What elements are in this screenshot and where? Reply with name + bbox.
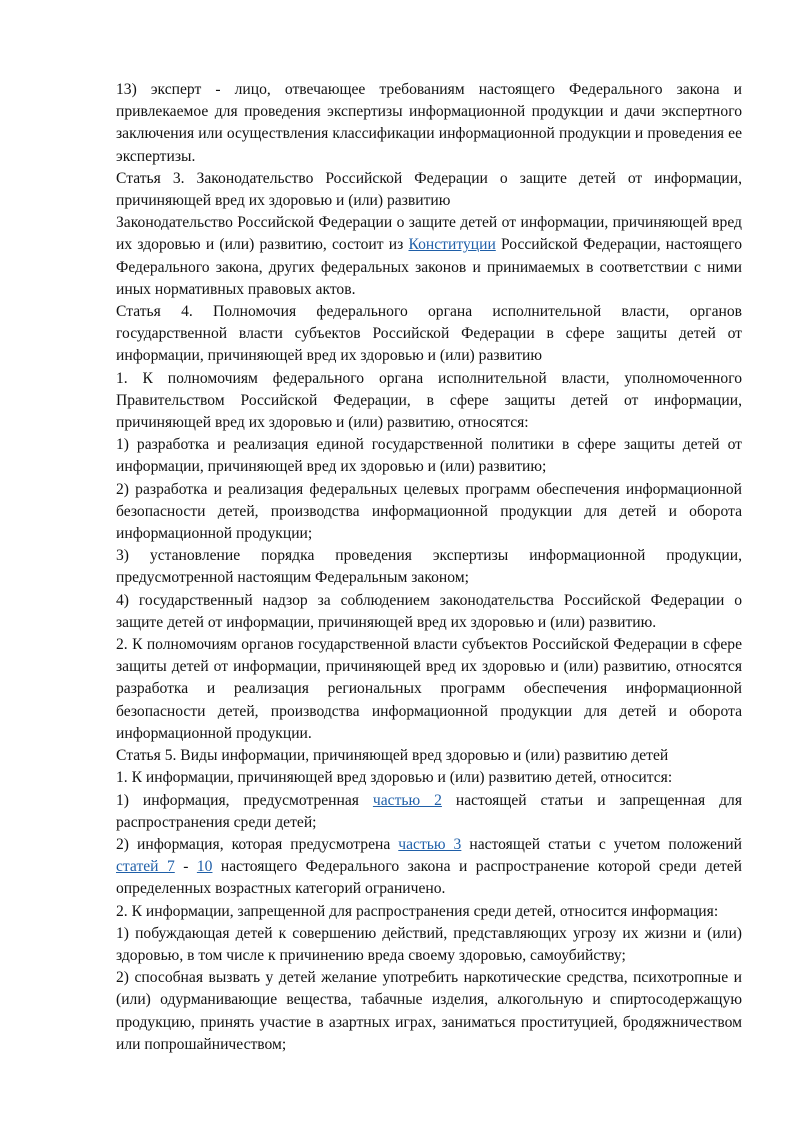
article-3-title: Статья 3. Законодательство Российской Федерации о защите детей от информации, причиняющей вред их здоровью и (или) развитию: [116, 169, 742, 210]
article-4-item-4: 4) государственный надзор за соблюдением законодательства Российской Федерации о защите детей от информации, причиняющей вред их здоровью и (или) развитию.: [116, 591, 742, 631]
document-page: [116, 79, 742, 1056]
article-5-clause-2: 2. К информации, запрещенной для распространения среди детей, относится информация:: [116, 902, 719, 920]
article-5-item-1-text-a: 1) информация, предусмотренная: [116, 791, 373, 809]
articles-7-link[interactable]: статей 7: [116, 858, 175, 876]
article-10-link[interactable]: 10: [196, 858, 213, 876]
article-5-title: Статья 5. Виды информации, причиняющей вред здоровью и (или) развитию детей: [116, 747, 669, 765]
article-5-2-item-2: 2) способная вызвать у детей желание употребить наркотические средства, психотропные и (или) одурманивающие вещества, табачные изделия, алкогольную и спиртосодержащую продукцию, принять участие в азартных играх, заниматься проституцией, бродяжничеством или попрошайничеством;: [116, 969, 742, 1053]
article-4-clause-1: 1. К полномочиям федерального органа исполнительной власти, уполномоченного Правительством Российской Федерации, в сфере защиты детей от информации, причиняющей вред их здоровью и (или) развитию, относятся:: [116, 369, 742, 432]
article-5-item-2-text-b: настоящей статьи с учетом положений: [461, 835, 742, 853]
article-4-item-1: 1) разработка и реализация единой государственной политики в сфере защиты детей от информации, причиняющей вред их здоровью и (или) развитию;: [116, 436, 742, 476]
article-4-title: Статья 4. Полномочия федерального органа исполнительной власти, органов государственной власти субъектов Российской Федерации в сфере защиты детей от информации, причиняющей вред их здоровью и (или) развитию: [116, 303, 742, 365]
article-5-item-1-text-b: настоящей статьи и запрещенная для распространения среди детей;: [116, 791, 742, 831]
article-5-clause-1: 1. К информации, причиняющей вред здоровью и (или) развитию детей, относится:: [116, 769, 673, 787]
article-5-item-2-text-c: -: [174, 858, 197, 876]
article-4-clause-2: 2. К полномочиям органов государственной власти субъектов Российской Федерации в сфере защиты детей от информации, причиняющей вред их здоровью и (или) развитию, относятся разработка и реализация региональных программ обеспечения информационной безопасности детей, производства информационной продукции для детей и оборота информационной продукции.: [116, 636, 742, 742]
definition-13: 13) эксперт - лицо, отвечающее требованиям настоящего Федерального закона и привлекаемое для проведения экспертизы информационной продукции и дачи экспертного заключения или осуществления классификации информационной продукции и проведения ее экспертизы.: [116, 81, 742, 165]
article-3-text-a: Законодательство Российской Федерации о защите детей от информации, причиняющей вред их здоровью и (или) развитию, состоит из: [116, 214, 742, 254]
article-5-item-2-text-d: настоящего Федерального закона и распространение которой среди детей определенных возрастных категорий ограничено.: [116, 858, 742, 898]
part-3-link[interactable]: частью 3: [398, 835, 462, 853]
article-5-2-item-1: 1) побуждающая детей к совершению действий, представляющих угрозу их жизни и (или) здоровью, в том числе к причинению вреда своему здоровью, самоубийству;: [116, 924, 742, 964]
article-4-item-2: 2) разработка и реализация федеральных целевых программ обеспечения информационной безопасности детей, производства информационной продукции для детей и оборота информационной продукции;: [116, 480, 742, 543]
article-5-item-2-text-a: 2) информация, которая предусмотрена: [116, 835, 399, 853]
article-5-item-1: [116, 790, 742, 834]
part-2-link[interactable]: частью 2: [372, 791, 442, 809]
article-5-item-2: [116, 834, 742, 901]
article-3-paragraph: [116, 212, 742, 301]
article-4-item-3: 3) установление порядка проведения экспертизы информационной продукции, предусмотренной настоящим Федеральным законом;: [116, 547, 742, 587]
article-3-text-b: Российской Федерации, настоящего Федерального закона, других федеральных законов и принимаемых в соответствии с ними иных нормативных правовых актов.: [116, 236, 742, 298]
constitution-link[interactable]: Конституции: [408, 236, 496, 254]
